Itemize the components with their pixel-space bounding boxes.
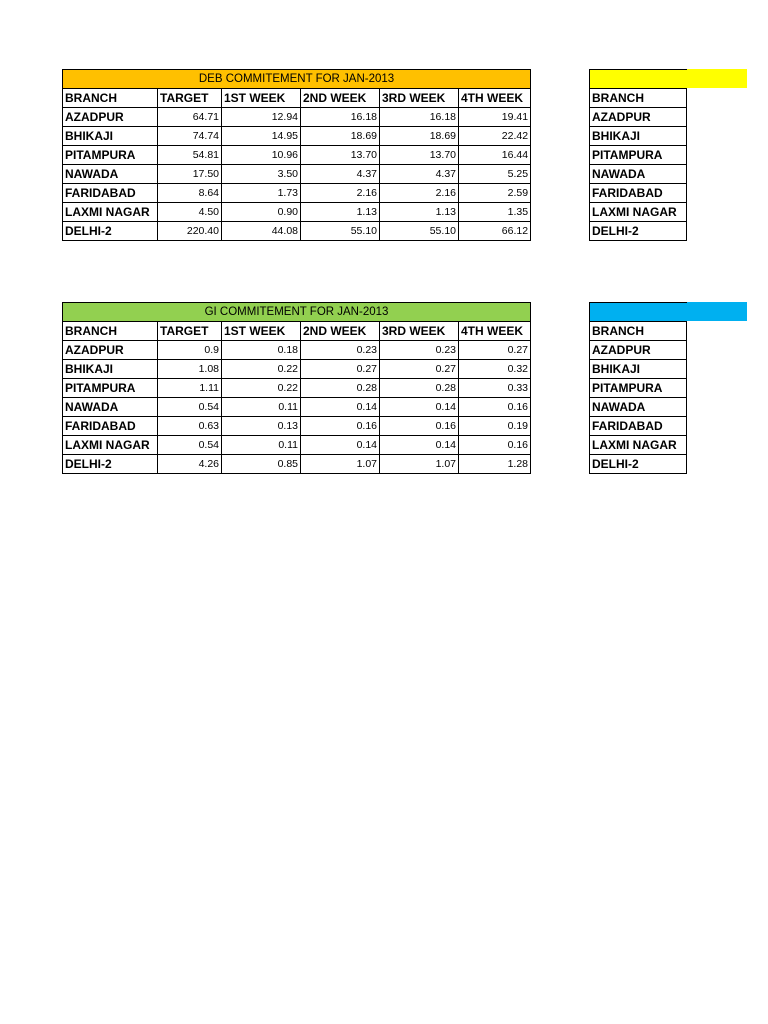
branch-cell[interactable]: BHIKAJI xyxy=(63,127,158,146)
gi-side-branch-table xyxy=(589,302,687,474)
deb-commitment-table xyxy=(62,69,531,241)
branch-cell[interactable]: AZADPUR xyxy=(63,108,158,127)
branch-cell[interactable]: FARIDABAD xyxy=(63,184,158,203)
branch-cell[interactable]: PITAMPURA xyxy=(63,146,158,165)
branch-cell[interactable]: PITAMPURA xyxy=(590,379,687,398)
column-header-week1[interactable]: 1ST WEEK xyxy=(222,322,301,341)
table-row xyxy=(63,165,531,184)
week3-cell[interactable]: 1.13 xyxy=(380,203,459,222)
gi-table-title[interactable]: GI COMMITEMENT FOR JAN-2013 xyxy=(63,303,531,322)
table-row xyxy=(63,417,531,436)
week3-cell[interactable]: 16.18 xyxy=(380,108,459,127)
branch-cell[interactable]: BHIKAJI xyxy=(590,360,687,379)
week1-cell[interactable]: 0.90 xyxy=(222,203,301,222)
target-cell[interactable]: 1.11 xyxy=(158,379,222,398)
column-header-branch[interactable]: BRANCH xyxy=(63,89,158,108)
target-cell[interactable]: 0.54 xyxy=(158,398,222,417)
branch-cell[interactable]: AZADPUR xyxy=(590,341,687,360)
deb-side-title-cell[interactable] xyxy=(590,70,687,89)
week3-cell[interactable]: 55.10 xyxy=(380,222,459,241)
target-cell[interactable]: 4.26 xyxy=(158,455,222,474)
week4-cell[interactable]: 16.44 xyxy=(459,146,531,165)
week2-cell[interactable]: 0.28 xyxy=(301,379,380,398)
column-header-week4[interactable]: 4TH WEEK xyxy=(459,322,531,341)
week2-cell[interactable]: 55.10 xyxy=(301,222,380,241)
week4-cell[interactable]: 66.12 xyxy=(459,222,531,241)
week1-cell[interactable]: 0.22 xyxy=(222,379,301,398)
branch-cell[interactable]: DELHI-2 xyxy=(590,222,687,241)
table-row xyxy=(63,455,531,474)
week1-cell[interactable]: 44.08 xyxy=(222,222,301,241)
week1-cell[interactable]: 0.18 xyxy=(222,341,301,360)
table-row xyxy=(63,398,531,417)
target-cell[interactable]: 74.74 xyxy=(158,127,222,146)
week4-cell[interactable]: 0.16 xyxy=(459,398,531,417)
table-row xyxy=(63,127,531,146)
week4-cell[interactable]: 1.35 xyxy=(459,203,531,222)
deb-side-title-fill xyxy=(687,69,747,88)
week3-cell[interactable]: 0.23 xyxy=(380,341,459,360)
week2-cell[interactable]: 1.07 xyxy=(301,455,380,474)
target-cell[interactable]: 0.54 xyxy=(158,436,222,455)
week2-cell[interactable]: 13.70 xyxy=(301,146,380,165)
week4-cell[interactable]: 0.16 xyxy=(459,436,531,455)
target-cell[interactable]: 0.63 xyxy=(158,417,222,436)
branch-cell[interactable]: PITAMPURA xyxy=(63,379,158,398)
branch-cell[interactable]: BHIKAJI xyxy=(590,127,687,146)
deb-header-row xyxy=(63,89,531,108)
column-header-target[interactable]: TARGET xyxy=(158,89,222,108)
table-row xyxy=(63,108,531,127)
column-header-week4[interactable]: 4TH WEEK xyxy=(459,89,531,108)
week4-cell[interactable]: 22.42 xyxy=(459,127,531,146)
week3-cell[interactable]: 13.70 xyxy=(380,146,459,165)
table-row xyxy=(63,360,531,379)
week3-cell[interactable]: 0.14 xyxy=(380,436,459,455)
column-header-week3[interactable]: 3RD WEEK xyxy=(380,89,459,108)
branch-cell[interactable]: AZADPUR xyxy=(63,341,158,360)
column-header-target[interactable]: TARGET xyxy=(158,322,222,341)
week3-cell[interactable]: 2.16 xyxy=(380,184,459,203)
week1-cell[interactable]: 0.85 xyxy=(222,455,301,474)
branch-cell[interactable]: AZADPUR xyxy=(590,108,687,127)
table-row xyxy=(63,341,531,360)
week1-cell[interactable]: 0.13 xyxy=(222,417,301,436)
gi-header-row xyxy=(63,322,531,341)
target-cell[interactable]: 8.64 xyxy=(158,184,222,203)
deb-table-title[interactable]: DEB COMMITEMENT FOR JAN-2013 xyxy=(63,70,531,89)
week1-cell[interactable]: 14.95 xyxy=(222,127,301,146)
week2-cell[interactable]: 0.23 xyxy=(301,341,380,360)
table-row xyxy=(63,379,531,398)
week4-cell[interactable]: 1.28 xyxy=(459,455,531,474)
week2-cell[interactable]: 1.13 xyxy=(301,203,380,222)
week2-cell[interactable]: 0.16 xyxy=(301,417,380,436)
target-cell[interactable]: 220.40 xyxy=(158,222,222,241)
gi-side-title-fill xyxy=(687,302,747,321)
branch-cell[interactable]: FARIDABAD xyxy=(63,417,158,436)
branch-cell[interactable]: DELHI-2 xyxy=(63,455,158,474)
column-header-branch[interactable]: BRANCH xyxy=(590,322,687,341)
week1-cell[interactable]: 10.96 xyxy=(222,146,301,165)
table-row xyxy=(63,222,531,241)
target-cell[interactable]: 64.71 xyxy=(158,108,222,127)
branch-cell[interactable]: NAWADA xyxy=(590,398,687,417)
branch-cell[interactable]: FARIDABAD xyxy=(590,184,687,203)
week3-cell[interactable]: 1.07 xyxy=(380,455,459,474)
week3-cell[interactable]: 0.14 xyxy=(380,398,459,417)
column-header-week3[interactable]: 3RD WEEK xyxy=(380,322,459,341)
week3-cell[interactable]: 0.28 xyxy=(380,379,459,398)
week2-cell[interactable]: 0.14 xyxy=(301,436,380,455)
target-cell[interactable]: 17.50 xyxy=(158,165,222,184)
week4-cell[interactable]: 19.41 xyxy=(459,108,531,127)
branch-cell[interactable]: DELHI-2 xyxy=(590,455,687,474)
week4-cell[interactable]: 0.27 xyxy=(459,341,531,360)
week2-cell[interactable]: 0.27 xyxy=(301,360,380,379)
table-row xyxy=(63,146,531,165)
gi-commitment-table xyxy=(62,302,531,474)
target-cell[interactable]: 0.9 xyxy=(158,341,222,360)
week2-cell[interactable]: 18.69 xyxy=(301,127,380,146)
column-header-branch[interactable]: BRANCH xyxy=(590,89,687,108)
column-header-week2[interactable]: 2ND WEEK xyxy=(301,322,380,341)
week1-cell[interactable]: 0.11 xyxy=(222,436,301,455)
week4-cell[interactable]: 5.25 xyxy=(459,165,531,184)
branch-cell[interactable]: NAWADA xyxy=(63,165,158,184)
branch-cell[interactable]: NAWADA xyxy=(63,398,158,417)
branch-cell[interactable]: LAXMI NAGAR xyxy=(63,436,158,455)
gi-side-title-cell[interactable] xyxy=(590,303,687,322)
branch-cell[interactable]: NAWADA xyxy=(590,165,687,184)
week2-cell[interactable]: 0.14 xyxy=(301,398,380,417)
week4-cell[interactable]: 0.33 xyxy=(459,379,531,398)
week3-cell[interactable]: 4.37 xyxy=(380,165,459,184)
deb-side-branch-table xyxy=(589,69,687,241)
week1-cell[interactable]: 12.94 xyxy=(222,108,301,127)
table-row xyxy=(63,203,531,222)
week3-cell[interactable]: 18.69 xyxy=(380,127,459,146)
week2-cell[interactable]: 2.16 xyxy=(301,184,380,203)
target-cell[interactable]: 1.08 xyxy=(158,360,222,379)
branch-cell[interactable]: FARIDABAD xyxy=(590,417,687,436)
week3-cell[interactable]: 0.16 xyxy=(380,417,459,436)
branch-cell[interactable]: BHIKAJI xyxy=(63,360,158,379)
target-cell[interactable]: 4.50 xyxy=(158,203,222,222)
column-header-week2[interactable]: 2ND WEEK xyxy=(301,89,380,108)
table-row xyxy=(63,436,531,455)
branch-cell[interactable]: LAXMI NAGAR xyxy=(590,203,687,222)
week2-cell[interactable]: 4.37 xyxy=(301,165,380,184)
branch-cell[interactable]: LAXMI NAGAR xyxy=(63,203,158,222)
week4-cell[interactable]: 0.32 xyxy=(459,360,531,379)
week4-cell[interactable]: 2.59 xyxy=(459,184,531,203)
branch-cell[interactable]: LAXMI NAGAR xyxy=(590,436,687,455)
branch-cell[interactable]: DELHI-2 xyxy=(63,222,158,241)
week1-cell[interactable]: 0.11 xyxy=(222,398,301,417)
column-header-week1[interactable]: 1ST WEEK xyxy=(222,89,301,108)
table-row xyxy=(63,184,531,203)
week4-cell[interactable]: 0.19 xyxy=(459,417,531,436)
week2-cell[interactable]: 16.18 xyxy=(301,108,380,127)
column-header-branch[interactable]: BRANCH xyxy=(63,322,158,341)
target-cell[interactable]: 54.81 xyxy=(158,146,222,165)
week1-cell[interactable]: 0.22 xyxy=(222,360,301,379)
branch-cell[interactable]: PITAMPURA xyxy=(590,146,687,165)
week3-cell[interactable]: 0.27 xyxy=(380,360,459,379)
week1-cell[interactable]: 1.73 xyxy=(222,184,301,203)
week1-cell[interactable]: 3.50 xyxy=(222,165,301,184)
